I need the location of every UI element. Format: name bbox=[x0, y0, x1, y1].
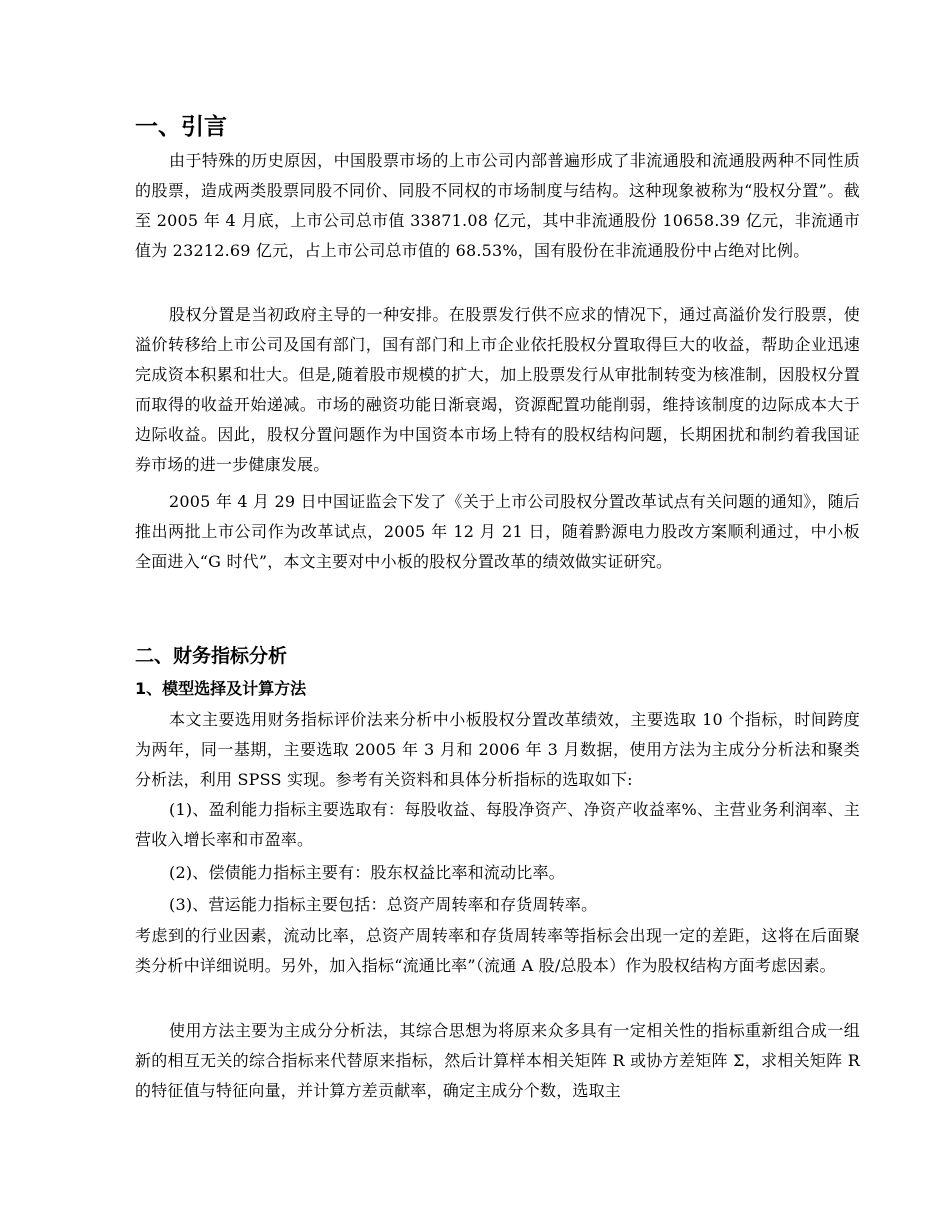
list-item-solvency: (2)、偿债能力指标主要有：股东权益比率和流动比率。 bbox=[169, 863, 565, 882]
section-heading-financial-analysis: 二、财务指标分析 bbox=[135, 645, 288, 667]
method-paragraph: 本文主要选用财务指标评价法来分析中小板股权分置改革绩效，主要选取 10 个指标，时间跨度为两年，同一基期，主要选取 2005 年 3 月和 2006 年 3 月数据，使用方法为主成分分析法和聚类分析法，利用 SPSS 实现。参考有关资料和具体分析指标的选取如下: bbox=[135, 710, 860, 789]
industry-factor-paragraph: 考虑到的行业因素，流动比率，总资产周转率和存货周转率等指标会出现一定的差距，这将在后面聚类分析中详细说明。另外，加入指标“流通比率”（流通 A 股/总股本）作为股权结构方面考虑因素。 bbox=[135, 926, 860, 975]
intro-paragraph-2: 股权分置是当初政府主导的一种安排。在股票发行供不应求的情况下，通过高溢价发行股票，使溢价转移给上市公司及国有部门，国有部门和上市企业依托股权分置取得巨大的收益，帮助企业迅速完成资本积累和壮大。但是,随着股市规模的扩大，加上股票发行从审批制转变为核准制，因股权分置而取得的收益开始递减。市场的融资功能日渐衰竭，资源配置功能削弱，维持该制度的边际成本大于边际收益。因此，股权分置问题作为中国资本市场上特有的股权结构问题，长期困扰和制约着我国证券市场的进一步健康发展。 bbox=[135, 305, 860, 474]
subsection-heading-model: 1、模型选择及计算方法 bbox=[135, 679, 307, 698]
intro-paragraph-1: 由于特殊的历史原因，中国股票市场的上市公司内部普遍形成了非流通股和流通股两种不同性质的股票，造成两类股票同股不同价、同股不同权的市场制度与结构。这种现象被称为“股权分置”。截至 2005 年 4 月底，上市公司总市值 33871.08 亿元，其中非流通股份 10658.39 亿元，非流通市值为 23212.69 亿元，占上市公司总市值的 68.53%，国有股份在非流通股份中占绝对比例。 bbox=[135, 151, 860, 260]
pca-paragraph: 使用方法主要为主成分分析法，其综合思想为将原来众多具有一定相关性的指标重新组合成一组新的相互无关的综合指标来代替原来指标，然后计算样本相关矩阵 R 或协方差矩阵 Σ，求相关矩阵 R 的特征值与特征向量，并计算方差贡献率，确定主成分个数，选取主 bbox=[135, 1021, 860, 1100]
list-item-profitability: (1)、盈利能力指标主要选取有：每股收益、每股净资产、净资产收益率%、主营业务利润率、主营收入增长率和市盈率。 bbox=[135, 800, 860, 849]
list-item-operating: (3)、营运能力指标主要包括：总资产周转率和存货周转率。 bbox=[169, 895, 598, 914]
section-heading-introduction: 一、引言 bbox=[135, 114, 227, 140]
intro-paragraph-3: 2005 年 4 月 29 日中国证监会下发了《关于上市公司股权分置改革试点有关问题的通知》，随后推出两批上市公司作为改革试点，2005 年 12 月 21 日，随着黔源电力股改方案顺利通过，中小板全面进入“G 时代”，本文主要对中小板的股权分置改革的绩效做实证研究。 bbox=[135, 492, 860, 571]
